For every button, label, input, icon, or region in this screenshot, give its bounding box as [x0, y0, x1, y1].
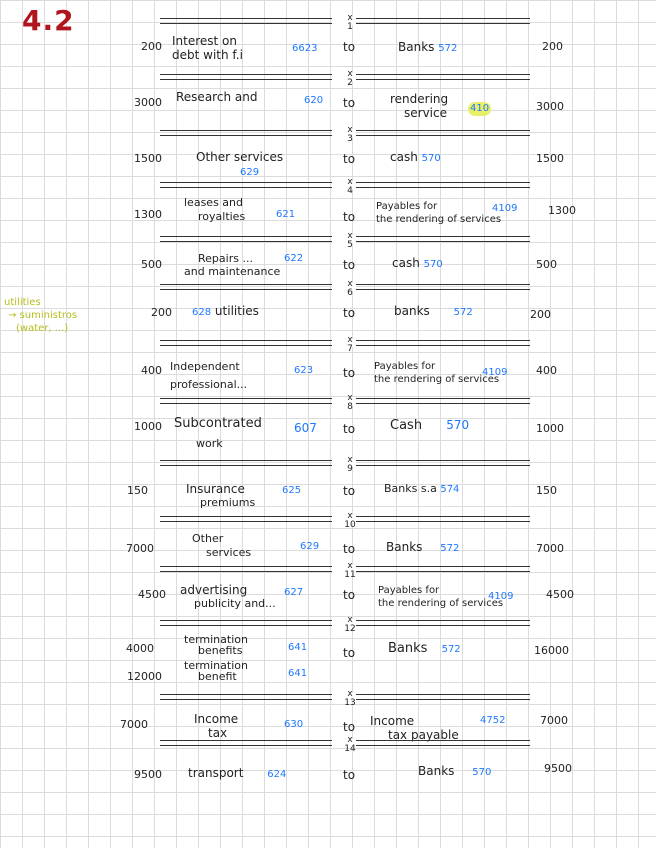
debit-account — [174, 414, 334, 454]
to-word: to — [343, 646, 356, 660]
credit-code-highlighted: 410 — [470, 103, 490, 114]
entry-number: x 3 — [347, 125, 353, 144]
entry-number: x 12 — [344, 615, 356, 634]
debit-line: and maintenance — [184, 265, 281, 278]
entry-number: x 9 — [347, 455, 353, 474]
to-word: to — [343, 210, 356, 224]
credit-line: Payables for — [378, 585, 440, 596]
to-word: to — [343, 484, 356, 498]
credit-line: rendering — [390, 92, 449, 106]
debit-amount: 200 — [141, 40, 162, 53]
debit-account — [180, 584, 340, 610]
debit-amount: 500 — [141, 258, 162, 271]
credit-account — [374, 360, 544, 386]
entry-number: x 1 — [347, 13, 353, 32]
debit-account — [172, 34, 332, 62]
debit-amount: 400 — [141, 364, 162, 377]
credit-line: Banks — [398, 40, 435, 54]
debit-line: publicity and... — [194, 597, 276, 610]
debit-account — [196, 150, 356, 180]
debit-amount: 200 — [151, 306, 172, 319]
credit-account — [390, 418, 550, 433]
debit-code-2: 641 — [288, 668, 308, 679]
debit-line: Other services — [196, 150, 284, 164]
credit-line: banks — [394, 304, 430, 318]
credit-code: 570 — [421, 153, 441, 164]
debit-amount-2: 12000 — [127, 670, 162, 683]
entry-number: x 6 — [347, 279, 353, 298]
credit-code: 572 — [440, 543, 460, 554]
debit-code: 625 — [282, 485, 302, 496]
credit-amount: 16000 — [534, 644, 569, 657]
debit-line: Subcontrated — [174, 416, 262, 431]
credit-code: 570 — [423, 259, 443, 270]
debit-line: benefits — [198, 644, 243, 657]
credit-amount: 150 — [536, 484, 557, 497]
credit-account — [398, 40, 558, 56]
credit-line: the rendering of services — [378, 598, 504, 609]
debit-code: 623 — [294, 365, 314, 376]
debit-line: Interest on — [172, 34, 238, 48]
debit-code: 624 — [267, 769, 287, 780]
side-note-line: utilities — [4, 297, 41, 308]
debit-amount: 4500 — [138, 588, 166, 601]
debit-line: termination — [184, 633, 248, 646]
entry-number: x 5 — [347, 231, 353, 250]
debit-account — [194, 712, 354, 740]
to-word: to — [343, 366, 356, 380]
entry-number: x 13 — [344, 689, 356, 708]
debit-line: professional... — [170, 378, 248, 391]
debit-line: royalties — [198, 210, 246, 223]
debit-code: 627 — [284, 587, 304, 598]
credit-line: Banks s.a — [384, 482, 437, 495]
side-note-line: (water, ...) — [16, 323, 69, 334]
debit-line: Research and — [176, 90, 258, 104]
credit-account — [390, 150, 550, 166]
credit-account — [370, 714, 530, 742]
credit-account — [384, 482, 544, 497]
debit-amount: 1500 — [134, 152, 162, 165]
to-word: to — [343, 422, 356, 436]
credit-code: 572 — [441, 644, 461, 655]
debit-line: tax — [208, 726, 228, 740]
debit-account — [184, 634, 344, 682]
credit-line: Banks — [388, 641, 428, 656]
debit-code: 607 — [294, 421, 317, 435]
debit-amount: 150 — [127, 484, 148, 497]
debit-code: 628 — [192, 307, 212, 318]
debit-line: benefit — [198, 670, 237, 683]
debit-account — [184, 196, 344, 224]
debit-code: 641 — [288, 642, 308, 653]
to-word: to — [343, 40, 356, 54]
debit-amount: 3000 — [134, 96, 162, 109]
credit-account — [386, 540, 546, 556]
credit-line: cash — [392, 256, 420, 270]
debit-line: transport — [188, 766, 244, 780]
credit-code: 4109 — [488, 591, 514, 602]
credit-amount: 500 — [536, 258, 557, 271]
credit-account — [376, 200, 546, 226]
to-word: to — [343, 588, 356, 602]
credit-line: Payables for — [376, 201, 438, 212]
credit-amount: 1500 — [536, 152, 564, 165]
to-word: to — [343, 152, 356, 166]
debit-line: termination — [184, 659, 248, 672]
debit-line: Repairs ... — [198, 252, 253, 265]
credit-line: service — [404, 106, 447, 120]
debit-code: 621 — [276, 209, 296, 220]
credit-amount: 9500 — [544, 762, 572, 775]
debit-line: leases and — [184, 196, 243, 209]
debit-amount: 1000 — [134, 420, 162, 433]
to-word: to — [343, 720, 356, 734]
credit-line: the rendering of services — [374, 374, 500, 385]
debit-line: Other — [192, 532, 224, 545]
credit-amount: 1000 — [536, 422, 564, 435]
debit-amount: 7000 — [120, 718, 148, 731]
debit-account — [184, 252, 344, 278]
credit-line: Banks — [418, 764, 455, 778]
debit-line: advertising — [180, 583, 248, 597]
debit-account — [192, 304, 352, 320]
debit-line: utilities — [214, 304, 259, 318]
to-word: to — [343, 542, 356, 556]
credit-code: 4752 — [480, 715, 506, 726]
credit-line: Payables for — [374, 361, 436, 372]
entry-number: x 11 — [344, 561, 356, 580]
credit-amount: 7000 — [540, 714, 568, 727]
credit-amount: 200 — [542, 40, 563, 53]
entry-number: x 8 — [347, 393, 353, 412]
to-word: to — [343, 96, 356, 110]
credit-code: 4109 — [482, 367, 508, 378]
debit-account — [170, 358, 330, 394]
debit-amount: 7000 — [126, 542, 154, 555]
debit-line: Income — [194, 712, 239, 726]
credit-line: Cash — [390, 418, 423, 433]
debit-code: 620 — [304, 95, 324, 106]
debit-code: 630 — [284, 719, 304, 730]
credit-line: Income — [370, 714, 415, 728]
entry-number: x 4 — [347, 177, 353, 196]
debit-account — [192, 532, 352, 560]
credit-amount: 400 — [536, 364, 557, 377]
entry-number: x 7 — [347, 335, 353, 354]
debit-code: 622 — [284, 253, 304, 264]
debit-amount: 4000 — [126, 642, 154, 655]
credit-account — [392, 256, 552, 272]
debit-code: 629 — [300, 541, 320, 552]
credit-amount: 4500 — [546, 588, 574, 601]
credit-code: 570 — [446, 418, 470, 432]
credit-line: Banks — [386, 540, 423, 554]
debit-line: debt with f.i — [172, 48, 243, 62]
side-note-line: → suministros — [8, 310, 78, 321]
credit-code: 572 — [453, 307, 473, 318]
entry-number: x 14 — [344, 735, 356, 754]
credit-line: cash — [390, 150, 418, 164]
credit-code: 574 — [440, 484, 460, 495]
debit-amount: 1300 — [134, 208, 162, 221]
to-word: to — [343, 258, 356, 272]
entry-number: x 10 — [344, 511, 356, 530]
debit-line: Independent — [170, 360, 240, 373]
credit-amount: 200 — [530, 308, 551, 321]
debit-line: Insurance — [186, 482, 245, 496]
credit-account — [390, 92, 550, 120]
entry-number: x 2 — [347, 69, 353, 88]
debit-line: premiums — [200, 496, 256, 509]
to-word: to — [343, 306, 356, 320]
to-word: to — [343, 768, 356, 782]
debit-code: 6623 — [292, 43, 318, 54]
debit-code: 629 — [240, 167, 260, 178]
credit-line: tax payable — [388, 728, 459, 742]
credit-code: 570 — [472, 767, 492, 778]
debit-account — [176, 90, 336, 104]
credit-account — [388, 642, 548, 657]
debit-account — [186, 482, 346, 510]
debit-line: work — [196, 437, 223, 450]
credit-code: 4109 — [492, 203, 518, 214]
credit-line: the rendering of services — [376, 214, 502, 225]
side-note — [4, 296, 114, 335]
credit-amount: 7000 — [536, 542, 564, 555]
credit-account — [378, 584, 548, 610]
page-title: 4.2 — [22, 4, 75, 37]
debit-account — [188, 766, 348, 782]
credit-amount: 3000 — [536, 100, 564, 113]
debit-line: services — [206, 546, 252, 559]
credit-code: 572 — [438, 43, 458, 54]
debit-amount: 9500 — [134, 768, 162, 781]
credit-amount: 1300 — [548, 204, 576, 217]
